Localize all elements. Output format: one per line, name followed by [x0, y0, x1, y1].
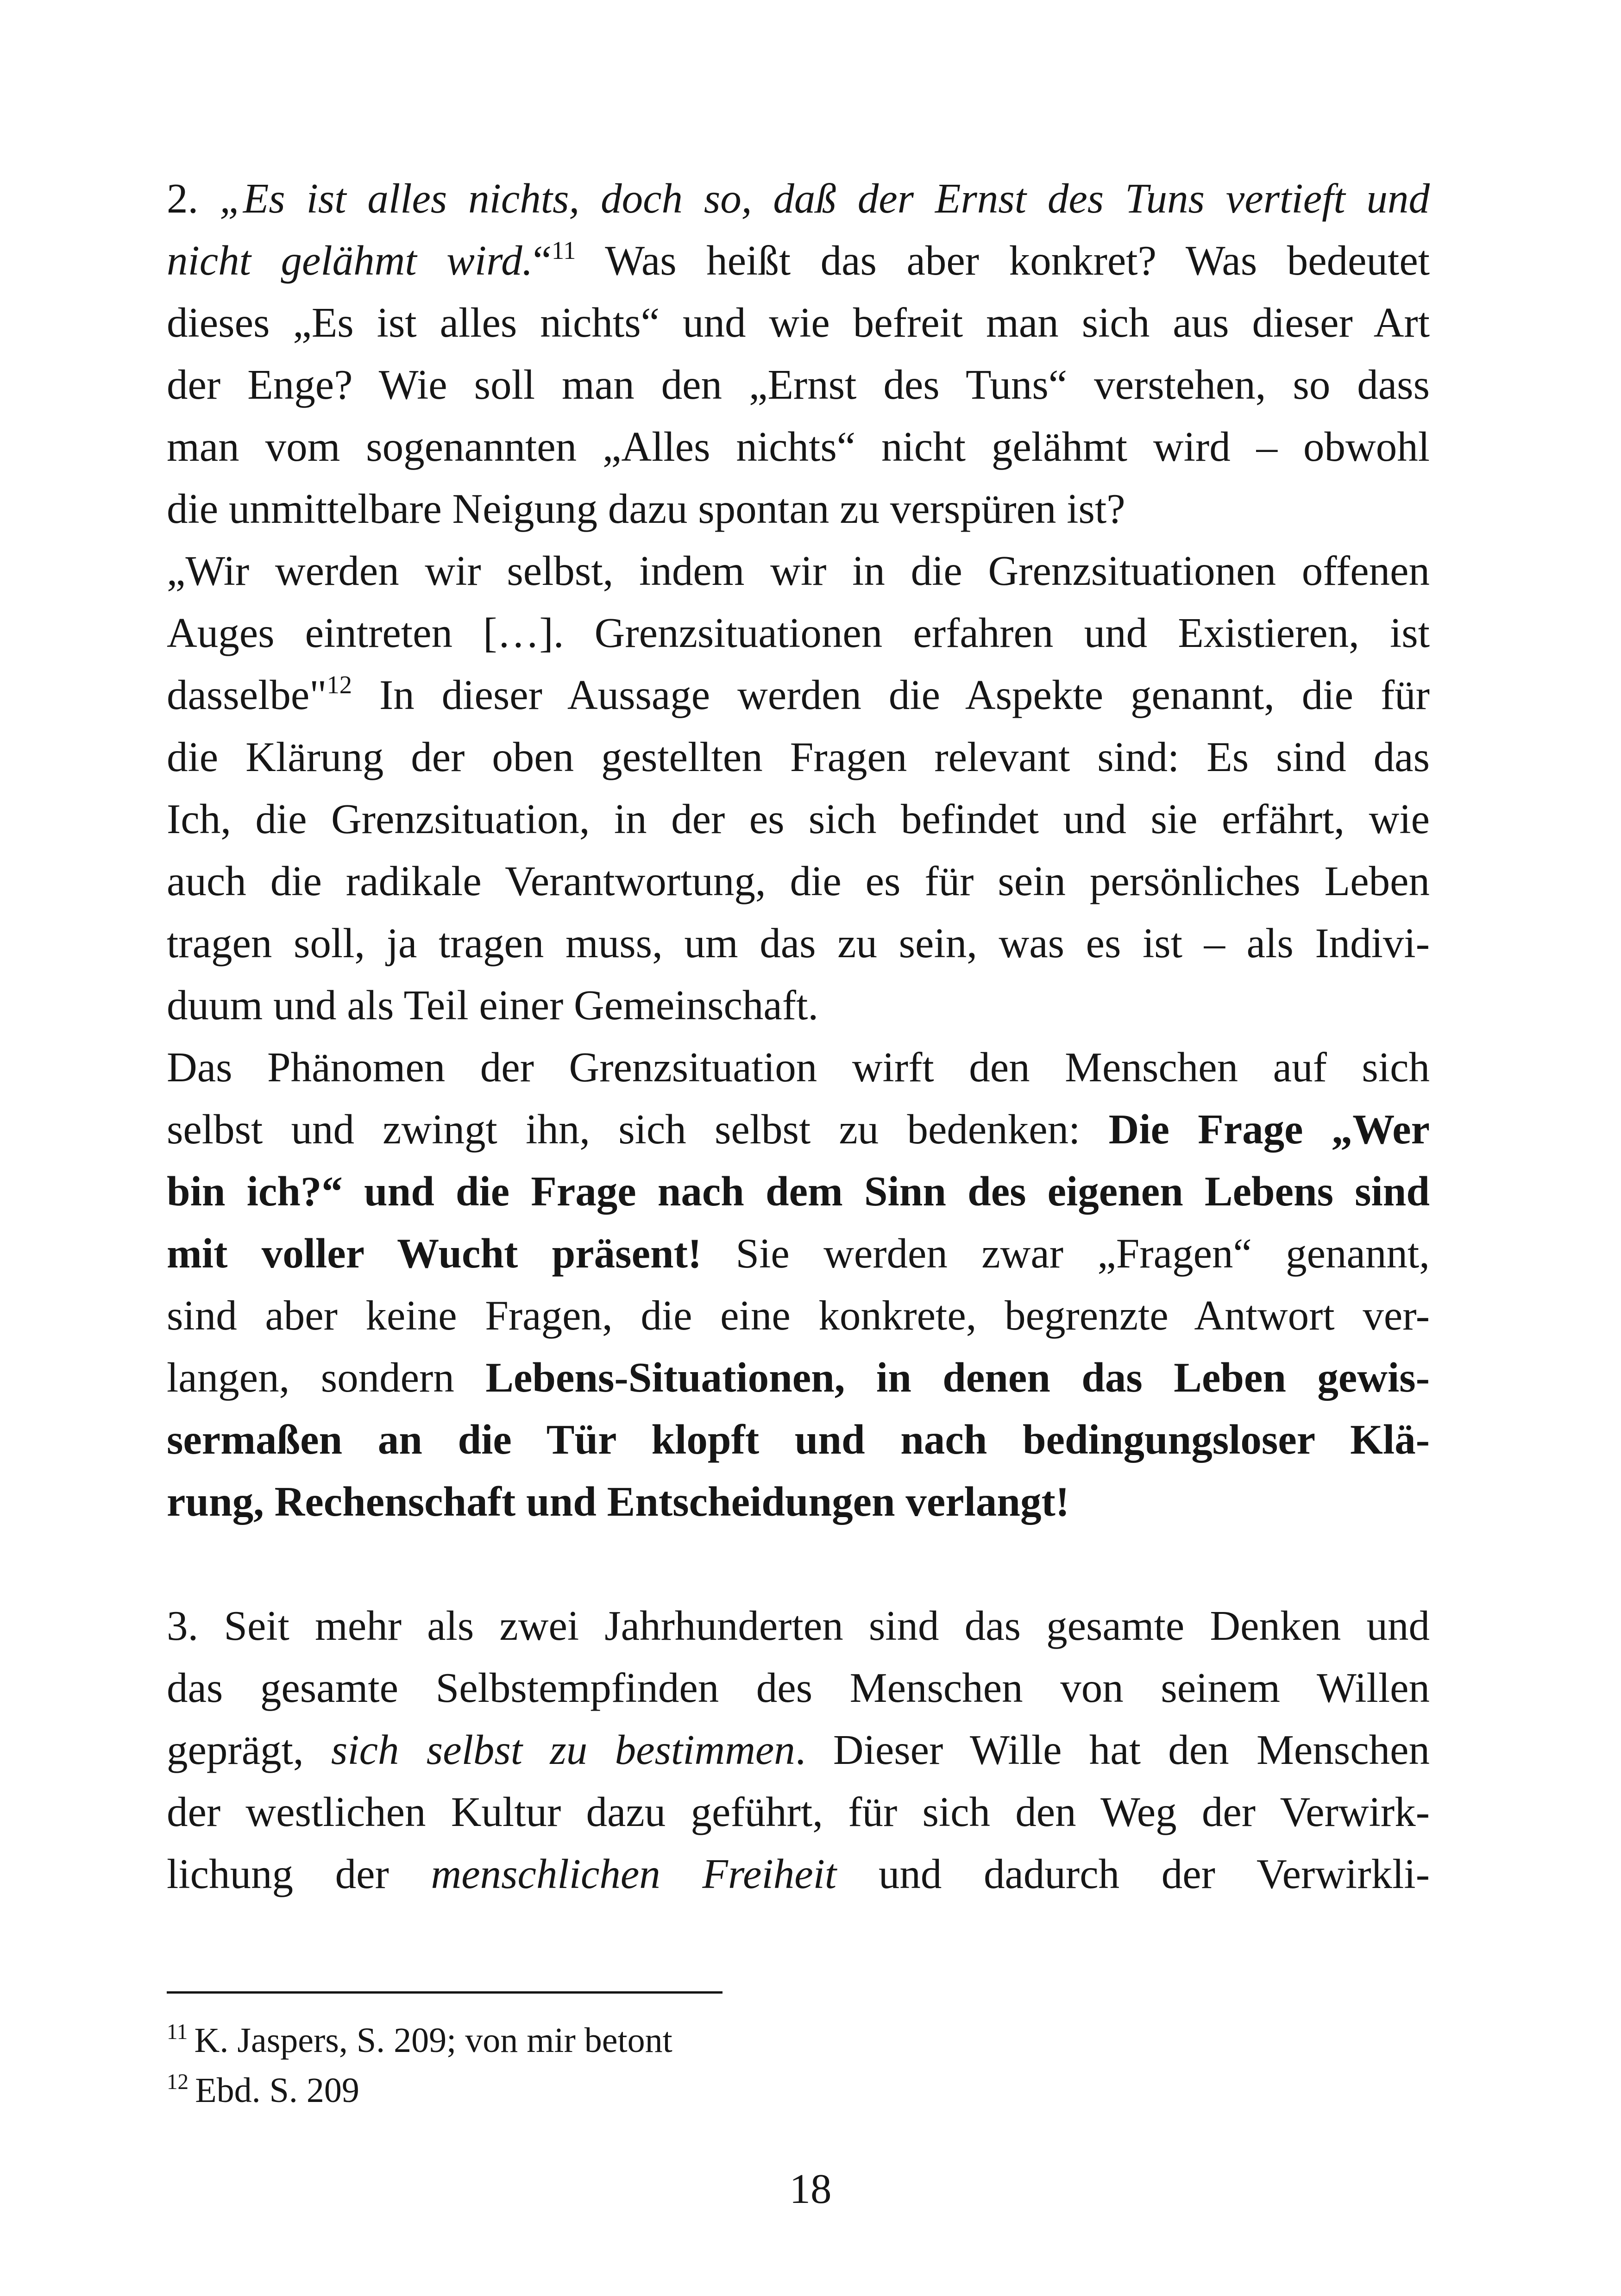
text-segment: dieses „Es ist alles nichts“ und wie befreit man sich aus dieser Art	[167, 299, 1430, 346]
text-segment: der westlichen Kultur dazu geführt, für sich den Weg der Verwirk-	[167, 1788, 1430, 1835]
paragraph	[167, 168, 1430, 540]
text-line	[167, 1471, 1430, 1533]
paragraph	[167, 1036, 1430, 1533]
text-segment: Auges eintreten […]. Grenzsituationen erfahren und Existieren, ist	[167, 609, 1430, 656]
text-segment: bin ich?“ und die Frage nach dem Sinn des eigenen Lebens sind	[167, 1168, 1430, 1215]
text-line	[167, 1843, 1430, 1905]
text-line	[167, 230, 1430, 292]
text-segment: duum und als Teil einer Gemeinschaft.	[167, 982, 819, 1029]
text-segment: der Enge? Wie soll man den „Ernst des Tuns“ verstehen, so dass	[167, 361, 1430, 408]
text-line	[167, 416, 1430, 478]
text-segment: nicht gelähmt wird.	[167, 237, 533, 284]
text-segment: menschlichen Freiheit	[431, 1851, 837, 1897]
text-line	[167, 788, 1430, 850]
text-line	[167, 1347, 1430, 1409]
text-segment: . Dieser Wille hat den Menschen	[795, 1726, 1430, 1773]
text-segment: geprägt,	[167, 1726, 331, 1773]
section	[167, 1595, 1430, 1905]
text-line	[167, 1657, 1430, 1719]
footnotes	[167, 2015, 1430, 2115]
footnote-text: Ebd. S. 209	[195, 2071, 359, 2110]
footnote-ref: 11	[551, 236, 576, 265]
text-segment: Sie werden zwar „Fragen“ genannt,	[702, 1230, 1430, 1277]
text-segment: Ich, die Grenzsituation, in der es sich befindet und sie erfährt, wie	[167, 796, 1430, 842]
footnote-text: K. Jaspers, S. 209; von mir betont	[194, 2021, 672, 2060]
footnote-mark: 12	[167, 2070, 189, 2094]
text-segment: mit voller Wucht präsent!	[167, 1230, 702, 1277]
text-line	[167, 664, 1430, 726]
text-line	[167, 1719, 1430, 1781]
text-segment: selbst und zwingt ihn, sich selbst zu bedenken:	[167, 1106, 1109, 1153]
footnote-separator	[167, 1991, 723, 1994]
text-segment: Die Frage „Wer	[1108, 1106, 1430, 1153]
text-line	[167, 292, 1430, 354]
text-segment: Was heißt das aber konkret? Was bedeutet	[576, 237, 1430, 284]
text-line	[167, 850, 1430, 912]
text-line	[167, 354, 1430, 416]
text-line	[167, 1036, 1430, 1098]
text-segment: sermaßen an die Tür klopft und nach bedingungsloser Klä-	[167, 1416, 1430, 1463]
text-segment: “	[533, 237, 552, 284]
text-segment: „Es ist alles nichts, doch so, daß der Ernst des Tuns vertieft und	[220, 175, 1430, 222]
text-line	[167, 726, 1430, 788]
paragraph	[167, 540, 1430, 1036]
text-segment: In dieser Aussage werden die Aspekte genannt, die für	[352, 671, 1430, 718]
text-segment: das gesamte Selbstempfinden des Menschen von seinem Willen	[167, 1664, 1430, 1711]
text-line	[167, 1781, 1430, 1843]
paragraph	[167, 1595, 1430, 1905]
text-segment: sich selbst zu bestimmen	[331, 1726, 795, 1773]
text-segment: man vom sogenannten „Alles nichts“ nicht gelähmt wird – obwohl	[167, 423, 1430, 470]
text-line	[167, 974, 1430, 1036]
text-segment: „Wir werden wir selbst, indem wir in die Grenzsituationen offenen	[167, 547, 1430, 594]
section	[167, 168, 1430, 1533]
text-line	[167, 1409, 1430, 1471]
text-line	[167, 1223, 1430, 1285]
text-line	[167, 912, 1430, 974]
footnote	[167, 2065, 1430, 2115]
text-line	[167, 1098, 1430, 1161]
footnote-ref: 12	[327, 671, 352, 699]
text-line	[167, 1285, 1430, 1347]
text-segment: tragen soll, ja tragen muss, um das zu sein, was es ist – als Indivi-	[167, 920, 1430, 966]
text-line	[167, 168, 1430, 230]
text-segment: die Klärung der oben gestellten Fragen relevant sind: Es sind das	[167, 734, 1430, 780]
text-line	[167, 1595, 1430, 1657]
text-line	[167, 1161, 1430, 1223]
text-segment: langen, sondern	[167, 1354, 486, 1401]
text-line	[167, 478, 1430, 540]
page-number: 18	[789, 2165, 832, 2212]
text-segment: auch die radikale Verantwortung, die es für sein persönliches Leben	[167, 858, 1430, 904]
text-segment: rung, Rechenschaft und Entscheidungen verlangt!	[167, 1478, 1070, 1525]
footnote	[167, 2015, 1430, 2065]
text-segment: und dadurch der Verwirkli-	[836, 1851, 1430, 1897]
text-line	[167, 602, 1430, 664]
text-segment: 3. Seit mehr als zwei Jahrhunderten sind das gesamte Denken und	[167, 1602, 1430, 1649]
text-segment: lichung der	[167, 1851, 431, 1897]
body-text	[167, 168, 1430, 1905]
text-segment: Das Phänomen der Grenzsituation wirft den Menschen auf sich	[167, 1044, 1430, 1091]
text-segment: sind aber keine Fragen, die eine konkrete, begrenzte Antwort ver-	[167, 1292, 1430, 1339]
text-segment: dasselbe"	[167, 671, 327, 718]
text-segment: 2.	[167, 175, 220, 222]
text-segment: die unmittelbare Neigung dazu spontan zu verspüren ist?	[167, 485, 1125, 532]
text-segment: Lebens-Situationen, in denen das Leben gewis-	[485, 1354, 1430, 1401]
text-line	[167, 540, 1430, 602]
footnote-mark: 11	[167, 2020, 188, 2044]
